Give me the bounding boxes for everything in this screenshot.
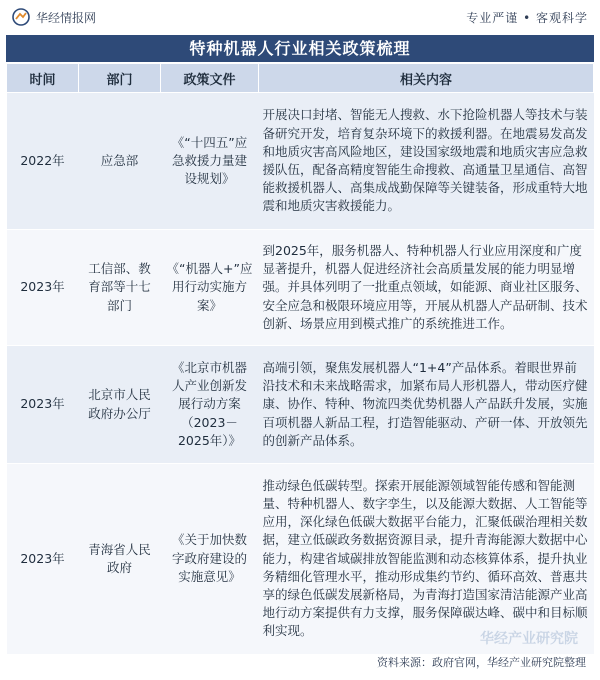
column-header-time: 时间	[7, 64, 79, 93]
cell-time: 2022年	[7, 93, 79, 230]
cell-policy: 《关于加快数字政府建设的实施意见》	[161, 464, 259, 654]
table-row	[7, 464, 594, 654]
policy-table	[6, 63, 594, 654]
cell-dept: 工信部、教育部等十七部门	[79, 230, 161, 346]
page-title: 特种机器人行业相关政策梳理	[6, 35, 594, 62]
brand-logo-icon	[12, 8, 30, 26]
column-header-policy: 政策文件	[161, 64, 259, 93]
column-header-dept: 部门	[79, 64, 161, 93]
cell-policy: 《“机器人+”应用行动实施方案》	[161, 230, 259, 346]
table-row	[7, 346, 594, 464]
cell-time: 2023年	[7, 230, 79, 346]
table-row	[7, 93, 594, 230]
table-header-row	[7, 64, 594, 93]
slogan: 专业严谨 • 客观科学	[466, 10, 588, 25]
brand[interactable]	[12, 8, 96, 26]
cell-policy: 《北京市机器人产业创新发展行动方案（2023－2025年）》	[161, 346, 259, 464]
top-bar	[0, 0, 600, 34]
cell-content: 到2025年，服务机器人、特种机器人行业应用深度和广度显著提升，机器人促进经济社会高质量发展的能力明显增强。并具体列明了一批重点领域，如能源、商业社区服务、安全应急和极限环境应用等，开展从机器人产品研制、技术创新、场景应用到模式推广的系统推进工作。	[259, 230, 594, 346]
table-row	[7, 230, 594, 346]
source-note: 资料来源：政府官网，华经产业研究院整理	[377, 656, 586, 669]
cell-content: 开展决口封堵、智能无人搜救、水下抢险机器人等技术与装备研究开发，培育复杂环境下的救援利器。在地震易发高发和地质灾害高风险地区，建设国家级地震和地质灾害应急救援队伍，配备高精度智能生命搜救、高通量卫星通信、高智能救援机器人、高集成战勤保障等关键装备，形成重特大地震和地质灾害救援能力。	[259, 93, 594, 230]
cell-content: 推动绿色低碳转型。探索开展能源领域智能传感和智能测量、特种机器人、数字孪生，以及能源大数据、人工智能等应用，深化绿色低碳大数据平台能力，汇聚低碳治理相关数据，建立低碳政务数据资源目录，提升青海能源大数据中心能力，构建省域碳排放智能监测和动态核算体系，提升执业务精细化管理水平，推动形成集约节约、循环高效、普惠共享的绿色低碳发展新格局，为青海打造国家清洁能源产业高地行动方案提供有力支撑，服务保障碳达峰、碳中和目标顺利实现。	[259, 464, 594, 654]
cell-time: 2023年	[7, 464, 79, 654]
cell-dept: 青海省人民政府	[79, 464, 161, 654]
cell-policy: 《“十四五”应急救援力量建设规划》	[161, 93, 259, 230]
cell-dept: 应急部	[79, 93, 161, 230]
cell-content: 高端引领，聚焦发展机器人“1+4”产品体系。着眼世界前沿技术和未来战略需求，加紧布局人形机器人，带动医疗健康、协作、特种、物流四类优势机器人产品跃升发展，实施百项机器人新品工程，打造智能驱动、产研一体、开放领先的创新产品体系。	[259, 346, 594, 464]
brand-name: 华经情报网	[36, 10, 97, 25]
column-header-content: 相关内容	[259, 64, 594, 93]
cell-time: 2023年	[7, 346, 79, 464]
watermark: 华经产业研究院	[480, 631, 578, 647]
cell-dept: 北京市人民政府办公厅	[79, 346, 161, 464]
